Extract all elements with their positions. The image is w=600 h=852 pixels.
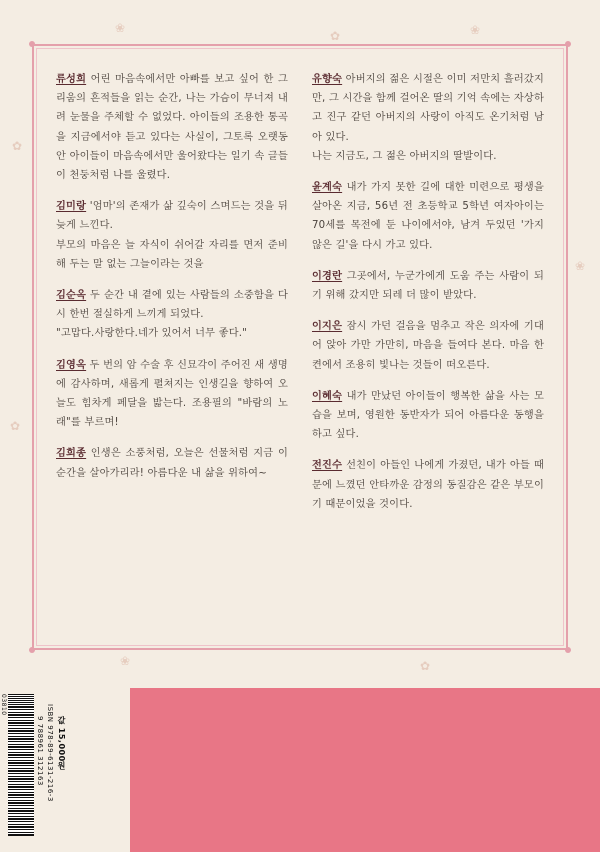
entry-text: 그곳에서, 누군가에게 도움 주는 사람이 되기 위해 갔지만 되레 더 많이 받았다.: [312, 270, 544, 302]
frame-corner-dot: [565, 41, 571, 47]
frame-corner-dot: [29, 647, 35, 653]
author-name: 김희종: [56, 448, 87, 460]
author-name: 김순옥: [56, 290, 87, 302]
floral-decoration-icon: ❀: [120, 654, 131, 668]
addon-digits: 03810: [0, 694, 7, 716]
entry-text: 내가 만났던 아이들이 행복한 삶을 사는 모습을 보며, 영원한 동반자가 되어 아름다운 동행을 하고 싶다.: [312, 390, 544, 441]
pink-color-block: [130, 688, 600, 852]
frame-corner-dot: [565, 647, 571, 653]
right-column: [312, 70, 544, 526]
floral-decoration-icon: ✿: [12, 139, 23, 153]
price-text: 값 15,000원: [57, 716, 66, 771]
entry: [56, 286, 288, 344]
author-name: 유향숙: [312, 74, 343, 85]
author-name: 김미랑: [56, 201, 87, 213]
entry-text: 아버지의 젊은 시절은 이미 저만치 흘러갔지만, 그 시간을 함께 걸어온 딸의 기억 속에는 자상하고 진구 같던 아버지의 사랑이 아직도 온기처럼 남아 있다.: [312, 74, 544, 143]
author-name: 이경란: [312, 270, 343, 282]
entry: [56, 444, 288, 482]
floral-decoration-icon: ✿: [420, 659, 431, 673]
entry: [312, 267, 544, 305]
author-name: 류성희: [56, 74, 87, 85]
entry-text: 인생은 소풍처럼, 오늘은 선물처럼 지금 이 순간을 살아가리라! 아름다운 내 삶을 위하여~: [56, 448, 288, 479]
entry: [56, 70, 288, 185]
entry-text: 선친이 아들인 나에게 가졌던, 내가 아들 때문에 느꼈던 안타까운 감정의 동질감은 같은 부모이기 때문이었을 것이다.: [312, 460, 544, 510]
entry-text: 내가 가지 못한 길에 대한 미련으로 평생을 살아온 지금, 56년 전 초등학교 5학년 여자아이는 70세를 목전에 둔 나이에서야, 남겨 두었던 '가지 않은 길'을 다시 가고 있다.: [312, 182, 544, 251]
entry-text: '엄마'의 존재가 삶 깊숙이 스며드는 것을 뒤늦게 느낀다.: [56, 201, 288, 232]
isbn-text: ISBN 978-89-6131-216-3: [46, 704, 54, 802]
entry: [312, 456, 544, 514]
frame-corner-dot: [29, 41, 35, 47]
entry: [56, 197, 288, 274]
entry-text: 잠시 가던 걸음을 멈추고 작은 의자에 기대어 앉아 가만 가만히, 마음을 들여다 본다. 마음 한켠에서 조용히 빛나는 것들이 떠오른다.: [312, 321, 544, 371]
entry-text-extra: "고맙다.사랑한다.네가 있어서 너무 좋다.": [56, 328, 248, 340]
author-name: 이지은: [312, 321, 343, 333]
author-name: 전진수: [312, 460, 343, 472]
entry: [312, 387, 544, 445]
floral-decoration-icon: ✿: [330, 29, 341, 43]
entry-text-extra: 나는 지금도, 그 젊은 아버지의 딸발이다.: [312, 150, 497, 162]
left-column: [56, 70, 288, 495]
entry: [312, 70, 544, 166]
barcode-addon: [8, 694, 34, 704]
floral-decoration-icon: ❀: [575, 259, 586, 273]
floral-decoration-icon: ❀: [470, 23, 481, 37]
entry: [312, 317, 544, 375]
floral-decoration-icon: ❀: [115, 21, 126, 35]
entry: [56, 356, 288, 433]
author-name: 윤계숙: [312, 182, 343, 194]
entry-text: 두 순간 내 곁에 있는 사람들의 소중함을 다시 한번 절실하게 느끼게 되었다.: [56, 290, 288, 321]
author-name: 김영옥: [56, 359, 87, 371]
floral-decoration-icon: ✿: [10, 419, 21, 433]
entry-text: 두 번의 암 수술 후 신묘각이 주어진 새 생명에 감사하며, 새롭게 펼쳐지는 인생길을 향하여 오늘도 힘차게 페달을 밟는다. 조용필의 "바람의 노래"를 부르며!: [56, 359, 288, 429]
entry-text-extra: 부모의 마음은 늘 자식이 쉬어갈 자리를 면저 준비해 두는 말 없는 그늘이라는 것을: [56, 239, 288, 270]
barcode-digits: 9 788961 312163: [36, 716, 44, 786]
barcode: [8, 704, 34, 836]
entry: [312, 178, 544, 255]
entry-text: 어린 마음속에서만 아빠를 보고 싶어 한 그리움의 흔적들을 읽는 순간, 나는 가슴이 무너져 내려 눈물을 주체할 수 없었다. 아이들의 조용한 통곡을 지금에서야 듣고 있다는 사실이, 그토록 오랫동안 아이들이 마음속에서만 울어왔다는 일기 속 글들이 천둥처럼 나를 울렸다.: [56, 74, 288, 182]
author-name: 이혜숙: [312, 390, 343, 402]
